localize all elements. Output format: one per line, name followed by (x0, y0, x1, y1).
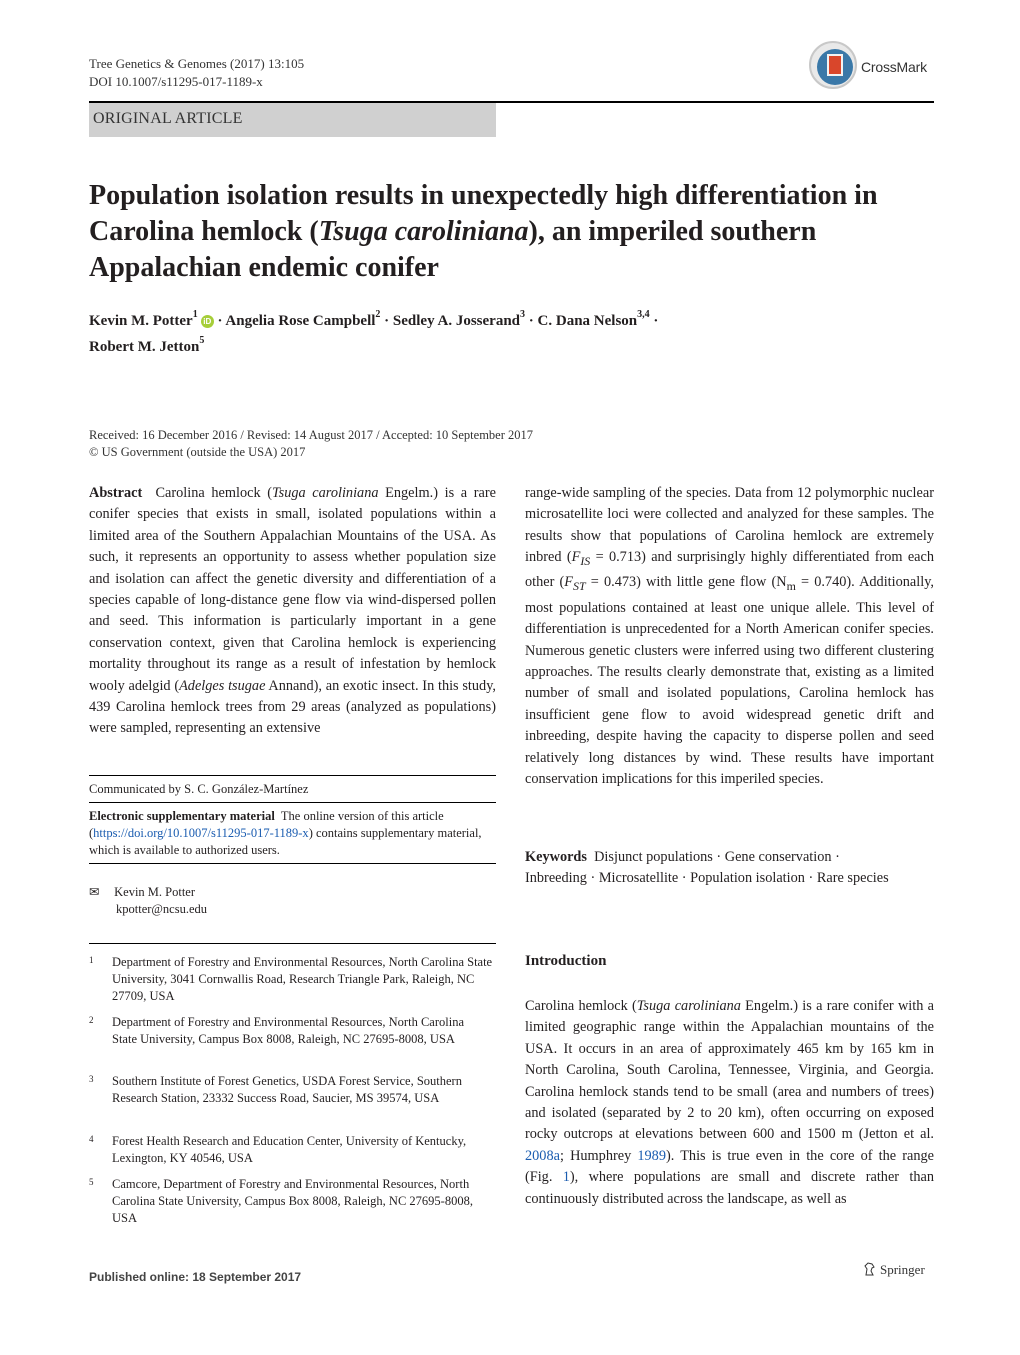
article-title: Population isolation results in unexpectedly high differentiation in Carolina hemlock (Tsuga caroliniana), an imperiled southern Appalachian endemic conifer (89, 180, 878, 283)
affiliations-rule (89, 943, 496, 944)
notes-rule (89, 802, 496, 803)
copyright-icon: © (89, 445, 102, 459)
affiliation: Department of Forestry and Environmental Resources, North Carolina State University, Campus Box 8008, Raleigh, NC 27695-8008, USA (112, 1015, 464, 1046)
affiliations: 1 Department of Forestry and Environmental Resources, North Carolina State University, 3041 Cornwallis Road, Research Triangle Park, Raleigh, NC 27709, USA 2 Department of Forestry and Environmental Resources, North Carolina State University, Campus Box 8008, Raleigh, NC 27695-8008, USA 3 Southern Institute of Forest Genetics, USDA Forest Service, Southern Research Station, 23332 Success Road, Saucier, MS 39574, USA 4 Forest Health Research and Education Center, University of Kentucky, Lexington, KY 40546, USA 5 Camcore, Department of Forestry and Environmental Resources, North Carolina State University, Campus Box 8008, Raleigh, NC 27695-8008, USA (0, 0, 1020, 1355)
author-name[interactable]: Robert M. Jetton (89, 339, 200, 355)
published-online: Published online: 18 September 2017 (89, 1270, 302, 1284)
abstract-right: range-wide sampling of the species. Data from 12 polymorphic nuclear microsatellite loci were collected and analyzed for these samples. The results show that populations of Carolina hemlock are extremely inbred $(F_{IS} = 0.713)$ and surprisingly highly differentiated from each other $(F_{ST} = 0.473)$ with little gene flow $(N_m = 0.740)$. Additionally, most populations contained at least one unique allele. This level of differentiation is unprecedented for a North American conifer species. Numerous genetic clusters were inferred using two different clustering approaches. The results clearly demonstrate that, existing as a limited number of small and isolated populations, Carolina hemlock has insufficient gene flow to avoid widespread genetic drift and inbreeding, despite having the capacity to disperse pollen and seed relatively long distances by wind. These results have important conservation implications for this imperiled species. (525, 485, 935, 787)
author-name[interactable]: Angelia Rose Campbell (225, 313, 376, 329)
esm-note: Electronic supplementary material The online version of this article (https://doi.org/10.1007/s11295-017-1189-x) contains supplementary material, which is available to authorized users. (89, 809, 482, 857)
citation-link[interactable]: 2008a (525, 1147, 560, 1164)
history-dates: Received: 16 December 2016 / Revised: 14 August 2017 / Accepted: 10 September 2017 (89, 428, 534, 442)
publisher-name: Springer (880, 1262, 925, 1277)
envelope-icon: ✉ (89, 885, 100, 899)
publisher-logo (864, 1262, 925, 1278)
keywords-list: Disjunct populations · Gene conservation · Inbreeding · Microsatellite · Population isolation · Rare species (525, 849, 889, 887)
orcid-icon[interactable]: iD (201, 315, 214, 328)
author-name[interactable]: Sedley A. Josserand (392, 313, 521, 329)
doi[interactable]: DOI 10.1007/s11295-017-1189-x (89, 74, 263, 89)
crossmark-label: CrossMark (861, 59, 927, 75)
journal-citation: Tree Genetics & Genomes (2017) 13:105 (89, 56, 305, 71)
crossmark-badge[interactable] (809, 41, 939, 91)
figure-link[interactable]: 1 (562, 1169, 570, 1186)
notes-rule (89, 863, 496, 864)
introduction-heading: Introduction (525, 953, 607, 969)
author-name[interactable]: C. Dana Nelson (537, 313, 638, 329)
introduction-text: Carolina hemlock (Tsuga caroliniana Engelm.) is a rare conifer with a limited geographic range within the Appalachian mountains of the USA. It occurs in an area of approximately 465 km by 165 km in North Carolina, South Carolina, Tennessee, Virginia, and Georgia. Carolina hemlock stands tend to be small (area and numbers of trees) and isolated (separated by 2 to 20 km), often occurring on exposed rocky outcrops at elevations between 600 and 1500 m (Jetton et al. 2008a; Humphrey 1989). This is true even in the core of the range (Fig. 1), where populations are small and discrete rather than continuously distributed across the landscape, as well as (525, 998, 935, 1207)
affiliation: Department of Forestry and Environmental Resources, North Carolina State University, 3041 Cornwallis Road, Research Triangle Park, Raleigh, NC 27709, USA (112, 955, 493, 1003)
author-list: Kevin M. Potter$^1$iD · Angelia Rose Campbell$^2$ · Sedley A. Josserand$^3$ · C. Dana Nelson$^{3,4}$ · Robert M. Jetton$^5$ (89, 309, 659, 355)
affiliation: Forest Health Research and Education Center, University of Kentucky, Lexington, KY 40546, USA (112, 1134, 467, 1165)
crossmark-icon (809, 41, 857, 89)
springer-horse-icon (864, 1262, 876, 1276)
affiliation: Camcore, Department of Forestry and Environmental Resources, North Carolina State University, Campus Box 8008, Raleigh, NC 27695-8008, USA (112, 1177, 473, 1225)
author-name[interactable]: Kevin M. Potter (89, 313, 193, 329)
keywords (525, 847, 895, 890)
esm-link[interactable]: https://doi.org/10.1007/s11295-017-1189-x (93, 826, 309, 840)
journal-header (89, 55, 304, 91)
notes-rule (89, 775, 496, 776)
citation-link[interactable]: 1989 (637, 1147, 666, 1164)
contact-name: Kevin M. Potter (114, 885, 196, 899)
article-dates (89, 427, 533, 461)
corresponding-author (89, 884, 389, 918)
contact-email[interactable]: kpotter@ncsu.edu (116, 902, 208, 916)
abstract-left: Abstract Carolina hemlock (Tsuga caroliniana Engelm.) is a rare conifer species that exists in small, isolated populations within a limited area of the Southern Appalachian Mountains of the USA. As such, it represents an opportunity to assess whether population size and isolation can affect the genetic diversity and differentiation of a species capable of long-distance gene flow via wind-dispersed pollen and seed. This information is particularly important in a gene conservation context, given that Carolina hemlock is experiencing mortality throughout its range as a result of infestation by hemlock wooly adelgid (Adelges tsugae Annand), an exotic insect. In this study, 439 Carolina hemlock trees from 29 areas (analyzed as populations) were sampled, representing an extensive (89, 485, 496, 737)
article-type-label: ORIGINAL ARTICLE (93, 110, 243, 127)
keywords-heading: Keywords (525, 849, 587, 865)
communicated-by: Communicated by S. C. González-Martínez (89, 782, 309, 796)
copyright-line: © US Government (outside the USA) 2017 (89, 445, 306, 459)
affiliation: Southern Institute of Forest Genetics, USDA Forest Service, Southern Research Station, 23332 Success Road, Saucier, MS 39574, USA (112, 1074, 462, 1105)
abstract-heading: Abstract (89, 485, 143, 501)
article-type-banner (89, 103, 496, 137)
